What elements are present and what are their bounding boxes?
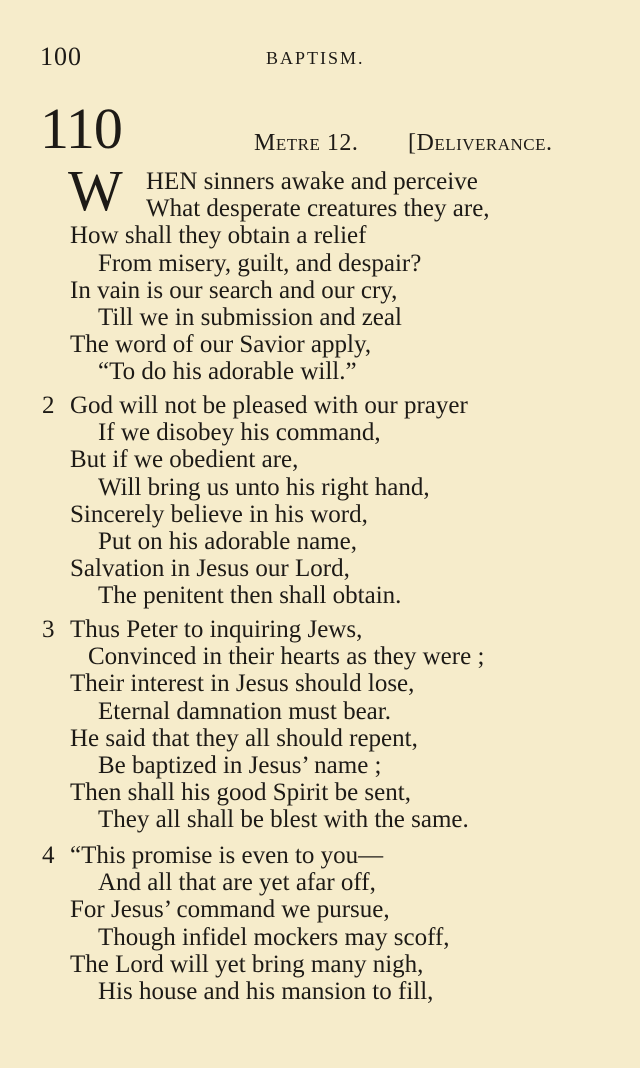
verse-line: From misery, guilt, and despair? [98, 249, 422, 277]
verse-number: 4 [42, 842, 55, 869]
verse-line: If we disobey his command, [98, 419, 381, 447]
verse-line: Though infidel mockers may scoff, [98, 923, 450, 951]
verse-line: “To do his adorable will.” [98, 358, 357, 386]
verse-line: Convinced in their hearts as they were ; [88, 643, 485, 671]
page-number: 100 [40, 42, 82, 71]
hymn-number: 110 [40, 96, 122, 161]
verse-line: HEN sinners awake and perceive [146, 168, 478, 195]
verse-line: Salvation in Jesus our Lord, [70, 555, 350, 583]
verse-line: He said that they all should repent, [70, 724, 418, 752]
verse-line: The penitent then shall obtain. [98, 582, 402, 610]
verse-line: His house and his mansion to fill, [98, 978, 434, 1005]
metre-label: Metre 12. [254, 130, 359, 156]
verse-line: The word of our Savior apply, [70, 331, 372, 359]
verse-line: Then shall his good Spirit be sent, [70, 779, 411, 807]
verse-line: Be baptized in Jesus’ name ; [98, 752, 382, 779]
drop-cap: W [68, 158, 123, 223]
tune-name: [Deliverance. [408, 130, 553, 156]
page-header [40, 42, 600, 72]
verse-line: God will not be pleased with our prayer [70, 392, 468, 419]
verse-line: What desperate creatures they are, [146, 195, 490, 223]
verse-line: Sincerely believe in his word, [70, 500, 368, 528]
verse-line: They all shall be blest with the same. [98, 806, 469, 834]
verse-number: 2 [42, 392, 55, 419]
verse-line: And all that are yet afar off, [98, 869, 376, 897]
verse-line: Thus Peter to inquiring Jews, [70, 616, 363, 643]
running-head: BAPTISM. [266, 48, 365, 68]
hymn-heading [40, 96, 600, 161]
verse-line: The Lord will yet bring many nigh, [70, 950, 424, 978]
verse-line: Put on his adorable name, [98, 528, 357, 555]
verse-line: “This promise is even to you— [70, 842, 384, 869]
verse-line: Till we in submission and zeal [98, 304, 402, 331]
verse-line: But if we obedient are, [70, 446, 299, 474]
verse-line: For Jesus’ command we pursue, [70, 896, 390, 924]
verse-line: How shall they obtain a relief [70, 222, 367, 250]
verse-number: 3 [42, 616, 55, 643]
verse-line: Eternal damnation must bear. [98, 697, 391, 725]
verse-line: Their interest in Jesus should lose, [70, 670, 415, 698]
verse-line: Will bring us unto his right hand, [98, 473, 430, 501]
verse-line: In vain is our search and our cry, [70, 276, 398, 304]
